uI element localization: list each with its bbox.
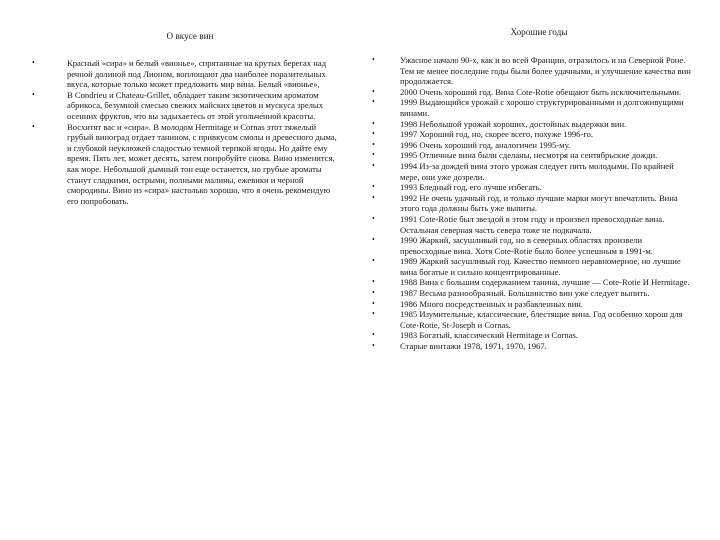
list-item-text: 1992 Не очень удачный год, и только лучшие марки могут впечатлить. Вина этого года должны быть уже выпиты. <box>400 192 678 214</box>
list-item <box>364 97 694 118</box>
list-item <box>364 55 694 87</box>
list-item-text: 1999 Выдающийся урожай с хорошо структурированными и долгоживущими винами. <box>400 97 684 118</box>
bullet-icon: • <box>372 309 375 319</box>
left-bullet-list <box>30 58 350 206</box>
bullet-icon: • <box>32 58 35 67</box>
bullet-icon: • <box>372 86 375 96</box>
list-item-text: 1997 Хороший год, но, скорее всего, похуже 1996-го. <box>400 129 594 140</box>
list-item <box>364 161 694 182</box>
list-item <box>364 182 694 193</box>
list-item-text: 1995 Отличные вина были сделаны, несмотря на сентябрьские дожди. <box>400 150 658 161</box>
list-item <box>364 129 694 140</box>
list-item <box>30 122 350 207</box>
bullet-icon: • <box>32 89 35 99</box>
list-item <box>364 140 694 151</box>
bullet-icon: • <box>372 298 375 308</box>
bullet-icon: • <box>372 55 375 64</box>
list-item-text: 1986 Много посредственных и разбавленных вин. <box>400 298 584 309</box>
bullet-icon: • <box>372 150 375 160</box>
list-item-text: В Condrieu и Chateau-Grillet, обладает таким экзотическим ароматом абрикоса, безумной смесью свежих майских цветов и мускуса зрелых осенних фруктов, что вы задыхаетесь от этой угольченной красоты. <box>67 89 324 121</box>
list-item <box>364 193 694 214</box>
list-item <box>364 150 694 161</box>
list-item-text: 1989 Жаркий засушливый год. Качество немного неравномерное, но лучшие вина богатые и сильно концентрированные. <box>400 256 681 277</box>
list-item-text: 1996 Очень хороший год, аналогичен 1995-му. <box>400 139 571 150</box>
list-item-text: Старые винтажи 1978, 1971, 1970, 1967. <box>400 341 547 352</box>
list-item-text: 2000 Очень хороший год. Вина Cote-Rotie обещают быть исключительными. <box>400 86 682 97</box>
list-item <box>30 90 350 122</box>
list-item-text: 1994 Из-за дождей вина этого урожая следует пить молодыми. По крайней мере, они уже дозрели. <box>400 160 674 182</box>
list-item-text: 1985 Изумительные, классические, блестящие вина. Год особенно хорош для Cote-Rotie, St-Joseph и Cornas. <box>400 309 683 330</box>
list-item <box>364 256 694 277</box>
list-item-text: Ужасное начало 90-х, как и во всей Франции, отразилось и на Северной Роне. Тем не менее последние годы были более удачными, и улучшение качества вин продолжается. <box>400 55 691 87</box>
list-item-text: 1993 Бледный год, его лучше избегать. <box>400 182 542 193</box>
list-item <box>364 235 694 256</box>
bullet-icon: • <box>372 341 375 351</box>
list-item-text: 1998 Небольшой урожай хороших, достойных выдержки вин. <box>400 118 627 129</box>
list-item-text: 1987 Весьма разнообразный. Большинство вин уже следует выпить. <box>400 288 650 299</box>
list-item <box>364 330 694 341</box>
right-column <box>364 0 694 352</box>
bullet-icon: • <box>372 235 375 245</box>
list-item <box>364 288 694 299</box>
list-item <box>364 341 694 352</box>
list-item <box>364 87 694 98</box>
left-column-title: О вкусе вин <box>166 31 214 41</box>
bullet-icon: • <box>372 192 375 202</box>
bullet-icon: • <box>372 118 375 128</box>
left-column <box>30 0 350 206</box>
list-item <box>364 299 694 310</box>
list-item-text: 1991 Cote-Rotie был звездой в этом году и произвел превосходные вина. Остальная северная часть севера тоже не подкачала. <box>400 213 665 235</box>
list-item <box>30 58 350 90</box>
right-column-title: Хорошие годы <box>510 27 568 37</box>
list-item-text: 1990 Жаркий, засушливый год, но в северных областях произвели превосходные вина. Хотя Cote-Rotie было более успешным в 1991-м. <box>400 235 653 256</box>
bullet-icon: • <box>372 288 375 298</box>
bullet-icon: • <box>372 277 375 287</box>
bullet-icon: • <box>32 121 35 131</box>
list-item <box>364 119 694 130</box>
right-bullet-list <box>364 55 694 352</box>
list-item-text: Восхитят вас и «сира». В молодом Hermitage и Cornas этот тяжелый грубый виноград отдает танином, с привкусом смолы и древесного дыма, и глубокой неуклюжей сладостью темной терпкой ягоды. Но дайте ему время. Пять лет, может десять, затем попробуйте снова. Вино изменится, как море. Небольшой дымный тон еще останется, но грубые ароматы станут сладкими, острыми, полными малины, ежевики и черной смородины. Вино из «сира» настолько хорошо, что я очень рекомендую его попробовать. <box>67 121 337 206</box>
list-item-text: 1988 Вина с большим содержанием танина, лучшие — Cote-Rotie И Hermitage. <box>400 277 690 288</box>
bullet-icon: • <box>372 97 375 107</box>
bullet-icon: • <box>372 330 375 340</box>
list-item <box>364 277 694 288</box>
bullet-icon: • <box>372 213 375 223</box>
bullet-icon: • <box>372 160 375 170</box>
bullet-icon: • <box>372 139 375 149</box>
list-item <box>364 214 694 235</box>
list-item-text: 1983 Богатый, классический Hermitage и Cornas. <box>400 330 578 341</box>
bullet-icon: • <box>372 256 375 266</box>
bullet-icon: • <box>372 182 375 192</box>
list-item-text: Красный «сира» и белый «вионье», спрятанные на крутых берегах над речной долиной под Лионом, воплощают два наиболее поразительных вкуса, которые только может предложить мир вина. Белый «вионье», <box>67 58 327 90</box>
bullet-icon: • <box>372 129 375 139</box>
list-item <box>364 309 694 330</box>
